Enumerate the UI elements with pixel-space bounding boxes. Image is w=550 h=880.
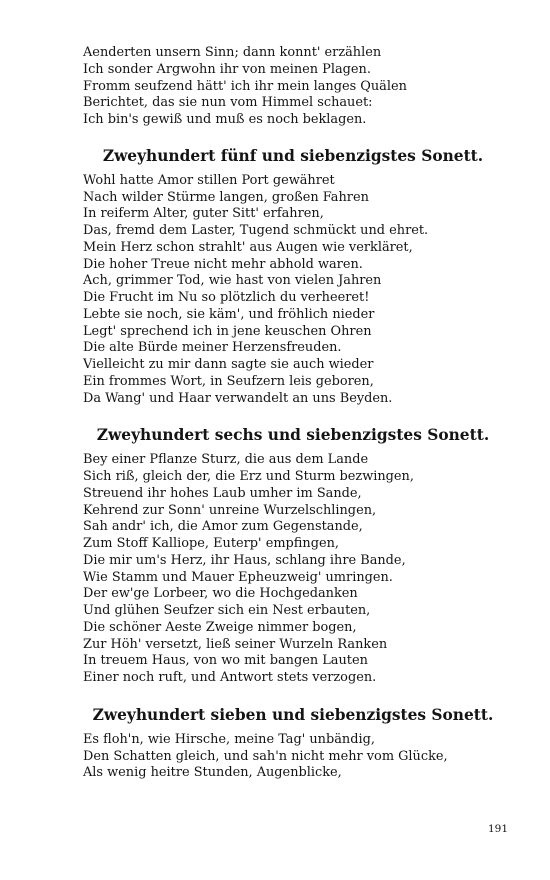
verse-line: Mein Herz schon strahlt' aus Augen wie verkläret, bbox=[83, 239, 413, 255]
verse-line: Ich sonder Argwohn ihr von meinen Plagen. bbox=[83, 61, 371, 77]
verse-line: Die alte Bürde meiner Herzensfreuden. bbox=[83, 340, 342, 356]
verse-line: Sich riß, gleich der, die Erz und Sturm bezwingen, bbox=[83, 469, 414, 484]
verse-line: Der ew'ge Lorbeer, wo die Hochgedanken bbox=[83, 586, 358, 602]
verse-line: Die hoher Treue nicht mehr abhold waren. bbox=[83, 256, 363, 272]
sonnet-277-body bbox=[83, 732, 503, 782]
sonnet-276-title: Zweyhundert sechs und siebenzigstes Sonett. bbox=[96, 426, 490, 445]
verse-line: Den Schatten gleich, und sah'n nicht mehr vom Glücke, bbox=[83, 748, 448, 764]
verse-line: Wohl hatte Amor stillen Port gewähret bbox=[83, 172, 335, 188]
sonnet-275-body bbox=[83, 173, 503, 408]
verse-line: Es floh'n, wie Hirsche, meine Tag' unbändig, bbox=[83, 731, 375, 747]
sonnet-275-title: Zweyhundert fünf und siebenzigstes Sonett. bbox=[102, 146, 484, 165]
verse-line: In reiferm Alter, guter Sitt' erfahren, bbox=[83, 206, 324, 222]
sonnet-276-body bbox=[83, 452, 503, 687]
verse-line: Ach, grimmer Tod, wie hast von vielen Jahren bbox=[83, 273, 382, 289]
verse-line: Einer noch ruft, und Antwort stets verzogen. bbox=[83, 670, 377, 685]
page-number: 191 bbox=[487, 823, 508, 835]
book-page bbox=[83, 45, 503, 782]
verse-line: Zur Höh' versetzt, ließ seiner Wurzeln Ranken bbox=[83, 636, 388, 652]
sonnet-277-title: Zweyhundert sieben und siebenzigstes Sonett. bbox=[92, 705, 494, 724]
verse-line: Und glühen Seufzer sich ein Nest erbauten, bbox=[83, 603, 371, 618]
verse-line: Als wenig heitre Stunden, Augenblicke, bbox=[83, 765, 342, 781]
verse-line: Streuend ihr hohes Laub umher im Sande, bbox=[83, 485, 362, 501]
verse-line: Aenderten unsern Sinn; dann konnt' erzählen bbox=[83, 45, 382, 60]
verse-line: Fromm seufzend hätt' ich ihr mein langes Quälen bbox=[83, 78, 407, 94]
verse-line: Vielleicht zu mir dann sagte sie auch wieder bbox=[83, 357, 374, 372]
verse-line: Ich bin's gewiß und muß es noch beklagen. bbox=[83, 112, 367, 127]
verse-line: Sah andr' ich, die Amor zum Gegenstande, bbox=[83, 519, 363, 535]
verse-line: In treuem Haus, von wo mit bangen Lauten bbox=[83, 653, 368, 669]
verse-line: Die mir um's Herz, ihr Haus, schlang ihre Bande, bbox=[83, 552, 406, 568]
verse-line: Das, fremd dem Laster, Tugend schmückt und ehret. bbox=[83, 223, 429, 238]
verse-line: Lebte sie noch, sie käm', und fröhlich nieder bbox=[83, 306, 375, 322]
verse-line: Die Frucht im Nu so plötzlich du verheeret! bbox=[83, 290, 370, 305]
verse-line: Zum Stoff Kalliope, Euterp' empfingen, bbox=[83, 536, 339, 551]
verse-line: Da Wang' und Haar verwandelt an uns Beyden. bbox=[83, 390, 393, 406]
verse-line: Wie Stamm und Mauer Epheuzweig' umringen. bbox=[83, 569, 393, 585]
verse-line: Die schöner Aeste Zweige nimmer bogen, bbox=[83, 619, 357, 635]
verse-line: Ein frommes Wort, in Seufzern leis geboren, bbox=[83, 373, 374, 389]
verse-line: Bey einer Pflanze Sturz, die aus dem Lande bbox=[83, 452, 369, 468]
verse-line: Nach wilder Stürme langen, großen Fahren bbox=[83, 189, 369, 205]
verse-line: Berichtet, das sie nun vom Himmel schauet: bbox=[83, 95, 373, 111]
verse-line: Kehrend zur Sonn' unreine Wurzelschlingen, bbox=[83, 502, 377, 518]
poem-continuation bbox=[83, 45, 503, 129]
verse-line: Legt' sprechend ich in jene keuschen Ohren bbox=[83, 323, 372, 339]
